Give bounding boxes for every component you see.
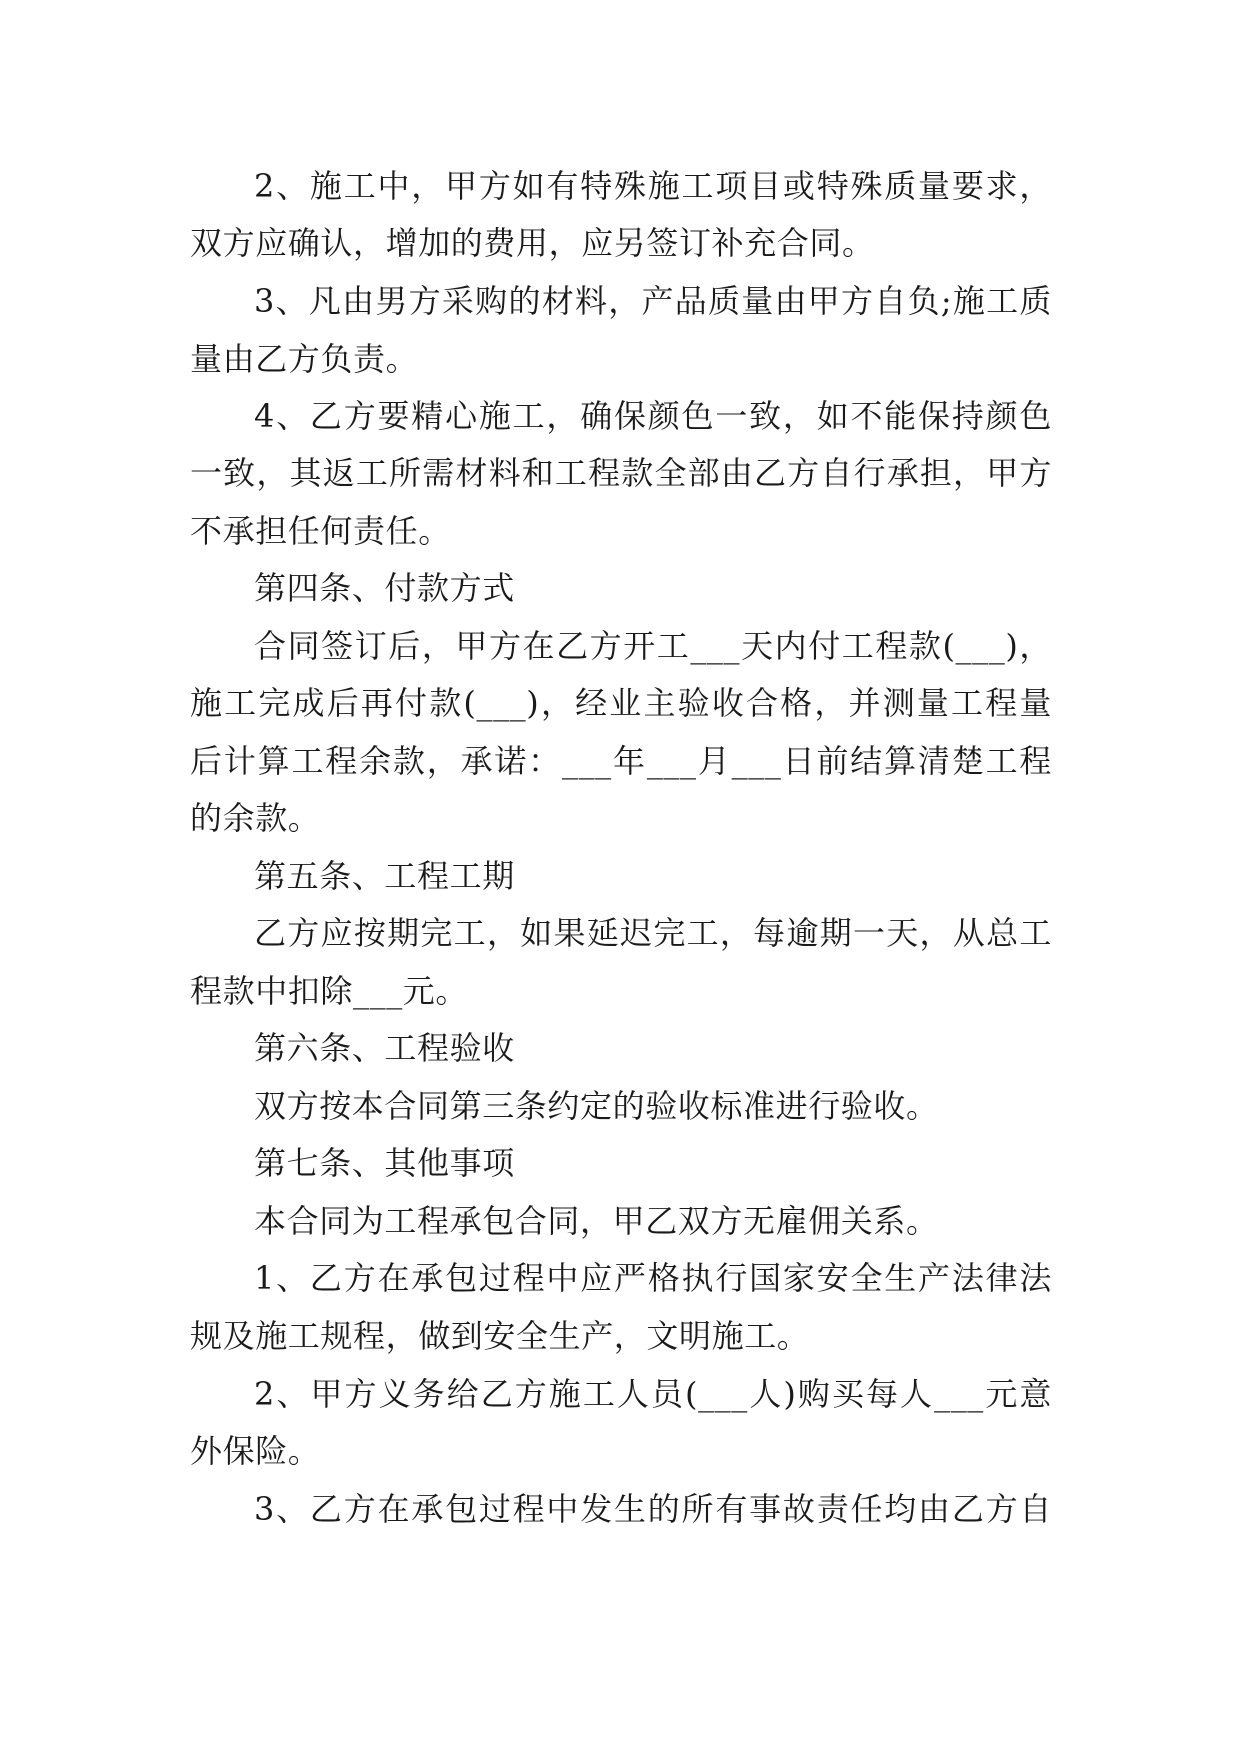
paragraph-line: 2、甲方义务给乙方施工人员(___人)购买每人___元意 <box>254 1375 1052 1413</box>
paragraph-line: 乙方应按期完工，如果延迟完工，每逾期一天，从总工 <box>254 914 1052 952</box>
section-heading: 第六条、工程验收 <box>254 1029 515 1067</box>
paragraph-line: 合同签订后，甲方在乙方开工___天内付工程款(___)， <box>254 627 1052 665</box>
paragraph-line: 3、乙方在承包过程中发生的所有事故责任均由乙方自 <box>254 1490 1052 1528</box>
paragraph-line: 不承担任何责任。 <box>190 512 451 550</box>
paragraph-line: 外保险。 <box>190 1432 321 1470</box>
paragraph-line: 后计算工程余款，承诺：___年___月___日前结算清楚工程 <box>190 742 1052 780</box>
paragraph-line: 量由乙方负责。 <box>190 340 419 378</box>
section-heading: 第七条、其他事项 <box>254 1144 515 1182</box>
section-heading: 第四条、付款方式 <box>254 569 515 607</box>
paragraph-line: 4、乙方要精心施工，确保颜色一致，如不能保持颜色 <box>254 397 1052 435</box>
paragraph-line: 程款中扣除___元。 <box>190 972 469 1010</box>
paragraph-line: 本合同为工程承包合同，甲乙双方无雇佣关系。 <box>254 1202 939 1240</box>
paragraph-line: 1、乙方在承包过程中应严格执行国家安全生产法律法 <box>254 1259 1052 1297</box>
paragraph-line: 一致，其返工所需材料和工程款全部由乙方自行承担，甲方 <box>190 454 1052 492</box>
paragraph-line: 双方应确认，增加的费用，应另签订补充合同。 <box>190 224 875 262</box>
paragraph-line: 规及施工规程，做到安全生产，文明施工。 <box>190 1317 810 1355</box>
section-heading: 第五条、工程工期 <box>254 857 515 895</box>
paragraph-line: 施工完成后再付款(___)，经业主验收合格，并测量工程量 <box>190 684 1052 722</box>
paragraph-line: 3、凡由男方采购的材料，产品质量由甲方自负;施工质 <box>254 282 1052 320</box>
paragraph-line: 双方按本合同第三条约定的验收标准进行验收。 <box>254 1087 939 1125</box>
paragraph-line: 的余款。 <box>190 799 321 837</box>
paragraph-line: 2、施工中，甲方如有特殊施工项目或特殊质量要求， <box>254 167 1052 205</box>
